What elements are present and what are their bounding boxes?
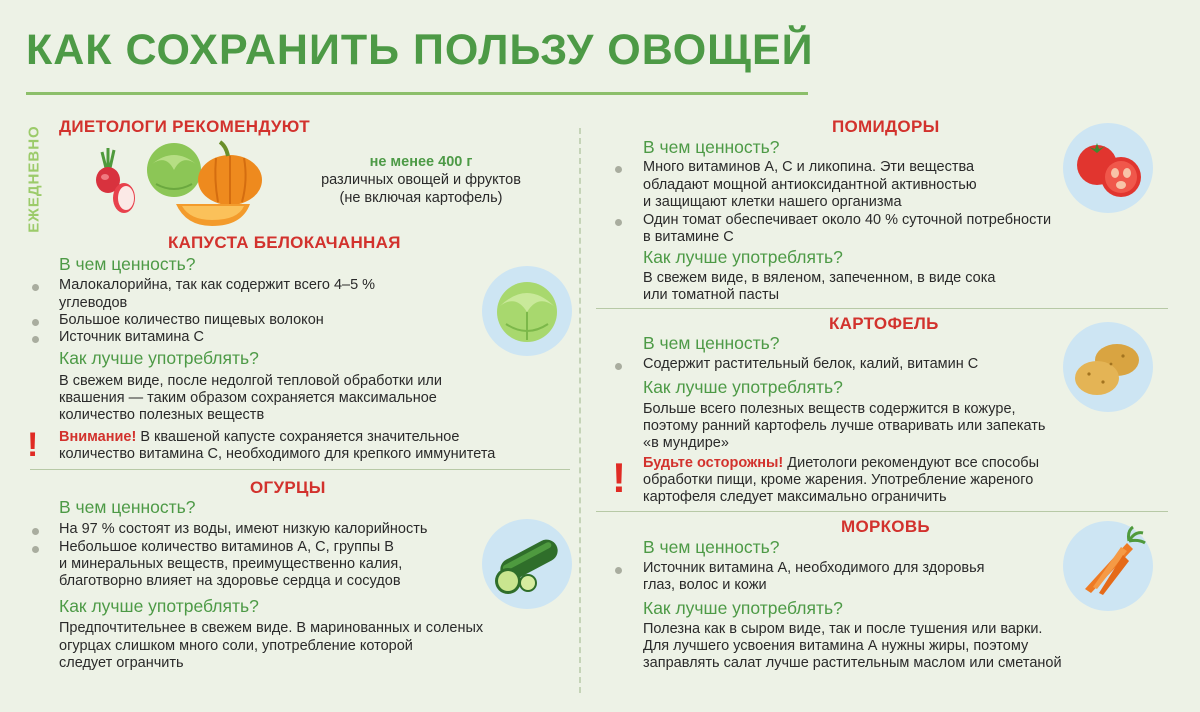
intro-line-3: (не включая картофель) bbox=[339, 190, 503, 206]
carrot-icon bbox=[1063, 521, 1153, 611]
carrot-heading: МОРКОВЬ bbox=[841, 517, 930, 536]
tomato-value-heading: В чем ценность? bbox=[643, 137, 780, 157]
tomato-use-heading: Как лучше употреблять? bbox=[643, 247, 843, 267]
tomato-bullet-1-cont-2: и защищают клетки нашего организма bbox=[643, 194, 902, 210]
intro-heading: ДИЕТОЛОГИ РЕКОМЕНДУЮТ bbox=[59, 117, 310, 136]
pumpkin-icon bbox=[198, 142, 262, 205]
column-divider bbox=[579, 128, 581, 693]
cabbage-use-heading: Как лучше употреблять? bbox=[59, 348, 259, 368]
potato-warning-label: Будьте осторожны! bbox=[643, 455, 784, 471]
cucumber-icon-circle bbox=[482, 519, 572, 609]
cabbage-use-line-2: квашения — таким образом сохраняется максимальное bbox=[59, 390, 437, 406]
cucumber-heading: ОГУРЦЫ bbox=[250, 478, 326, 497]
tomato-heading: ПОМИДОРЫ bbox=[832, 117, 940, 136]
bullet-dot bbox=[32, 284, 39, 291]
cabbage-icon bbox=[147, 143, 201, 197]
vertical-label bbox=[14, 118, 54, 240]
tomato-use-line-1: В свежем виде, в вяленом, запеченном, в виде сока bbox=[643, 270, 996, 286]
cabbage-use-line-3: количество полезных веществ bbox=[59, 407, 265, 423]
cabbage-warning-label: Внимание! bbox=[59, 429, 137, 445]
carrot-use-line-1: Полезна как в сыром виде, так и после тушения или варки. bbox=[643, 621, 1043, 637]
tomato-bullet-1: Много витаминов А, С и ликопина. Эти вещества bbox=[643, 159, 975, 175]
potato-warning-line-3: картофеля следует максимально ограничить bbox=[643, 489, 947, 505]
potato-warning-text: Диетологи рекомендуют все способы bbox=[783, 455, 1040, 471]
pumpkin-slice-icon bbox=[176, 204, 250, 226]
bullet-dot bbox=[32, 528, 39, 535]
potato-use-heading: Как лучше употреблять? bbox=[643, 377, 843, 397]
cucumber-bullet-1: На 97 % состоят из воды, имеют низкую калорийность bbox=[59, 521, 428, 537]
tomato-icon-circle bbox=[1063, 123, 1153, 213]
cucumber-bullet-2-cont-1: и минеральных веществ, преимущественно калия, bbox=[59, 556, 403, 572]
section-separator bbox=[596, 511, 1168, 512]
bullet-dot bbox=[615, 219, 622, 226]
cabbage-use-line-1: В свежем виде, после недолгой тепловой обработки или bbox=[59, 373, 442, 389]
potato-use-line-1: Больше всего полезных веществ содержится в кожуре, bbox=[643, 401, 1016, 417]
carrot-use-heading: Как лучше употреблять? bbox=[643, 598, 843, 618]
potato-heading: КАРТОФЕЛЬ bbox=[829, 314, 939, 333]
cucumber-value-heading: В чем ценность? bbox=[59, 497, 196, 517]
carrot-bullet-1-cont: глаз, волос и кожи bbox=[643, 577, 767, 593]
warning-exclamation-icon: ! bbox=[612, 454, 626, 501]
intro-line-2: различных овощей и фруктов bbox=[321, 172, 521, 188]
potato-use-line-2: поэтому ранний картофель лучше отваривать или запекать bbox=[643, 418, 1046, 434]
potato-bullet-1: Содержит растительный белок, калий, витамин С bbox=[643, 356, 979, 372]
tomato-bullet-1-cont-1: обладают мощной антиоксидантной активностью bbox=[643, 177, 977, 193]
cabbage-icon bbox=[482, 266, 572, 356]
cabbage-warning-line-1 bbox=[59, 429, 459, 447]
cabbage-bullet-1-cont: углеводов bbox=[59, 295, 128, 311]
potato-icon bbox=[1063, 322, 1153, 412]
carrot-use-line-3: заправлять салат лучше растительным маслом или сметаной bbox=[643, 655, 1062, 671]
page-title: КАК СОХРАНИТЬ ПОЛЬЗУ ОВОЩЕЙ bbox=[26, 26, 814, 74]
tomato-use-line-2: или томатной пасты bbox=[643, 287, 780, 303]
carrot-icon-circle bbox=[1063, 521, 1153, 611]
radish-icon bbox=[96, 148, 120, 193]
cabbage-warning-line-2: количество витамина С, необходимого для крепкого иммунитета bbox=[59, 446, 496, 462]
potato-warning-line-2: обработки пищи, кроме жарения. Употребление жареного bbox=[643, 472, 1034, 488]
bullet-dot bbox=[32, 319, 39, 326]
cabbage-bullet-1: Малокалорийна, так как содержит всего 4–5 % bbox=[59, 277, 376, 293]
carrot-bullet-1: Источник витамина А, необходимого для здоровья bbox=[643, 560, 985, 576]
cabbage-bullet-3: Источник витамина С bbox=[59, 329, 204, 345]
potato-value-heading: В чем ценность? bbox=[643, 333, 780, 353]
cucumber-icon bbox=[482, 519, 572, 609]
carrot-value-heading: В чем ценность? bbox=[643, 537, 780, 557]
bullet-dot bbox=[615, 166, 622, 173]
cabbage-bullet-2: Большое количество пищевых волокон bbox=[59, 312, 324, 328]
cabbage-heading: КАПУСТА БЕЛОКАЧАННАЯ bbox=[168, 233, 401, 252]
cucumber-use-line-1: Предпочтительнее в свежем виде. В маринованных и соленых bbox=[59, 620, 484, 636]
section-separator bbox=[30, 469, 570, 470]
cucumber-bullet-2-cont-2: благотворно влияет на здоровье сердца и сосудов bbox=[59, 573, 401, 589]
warning-exclamation-icon: ! bbox=[27, 426, 39, 464]
cucumber-use-line-3: следует огранчить bbox=[59, 655, 184, 671]
radish-slice-icon bbox=[113, 183, 135, 213]
cucumber-use-line-2: огурцах слишком много соли, употребление которой bbox=[59, 638, 413, 654]
potato-warning-line-1 bbox=[643, 455, 1039, 473]
section-separator bbox=[596, 308, 1168, 309]
tomato-bullet-2-cont: в витамине С bbox=[643, 229, 734, 245]
vertical-label-text: ЕЖЕДНЕВНО bbox=[25, 125, 43, 233]
bullet-dot bbox=[32, 336, 39, 343]
vegetables-illustration bbox=[92, 140, 272, 228]
cabbage-value-heading: В чем ценность? bbox=[59, 254, 196, 274]
cabbage-icon-circle bbox=[482, 266, 572, 356]
bullet-dot bbox=[615, 363, 622, 370]
bullet-dot bbox=[32, 546, 39, 553]
title-underline bbox=[26, 92, 808, 95]
tomato-icon bbox=[1063, 123, 1153, 213]
tomato-bullet-2: Один томат обеспечивает около 40 % суточной потребности bbox=[643, 212, 1052, 228]
carrot-use-line-2: Для лучшего усвоения витамина А нужны жиры, поэтому bbox=[643, 638, 1029, 654]
intro-amount: не менее 400 г bbox=[369, 154, 473, 170]
cabbage-warning-text: В квашеной капусте сохраняется значительное bbox=[136, 429, 460, 445]
cucumber-use-heading: Как лучше употреблять? bbox=[59, 596, 259, 616]
potato-use-line-3: «в мундире» bbox=[643, 435, 729, 451]
bullet-dot bbox=[615, 567, 622, 574]
potato-icon-circle bbox=[1063, 322, 1153, 412]
cucumber-bullet-2: Небольшое количество витаминов А, С, группы В bbox=[59, 539, 394, 555]
